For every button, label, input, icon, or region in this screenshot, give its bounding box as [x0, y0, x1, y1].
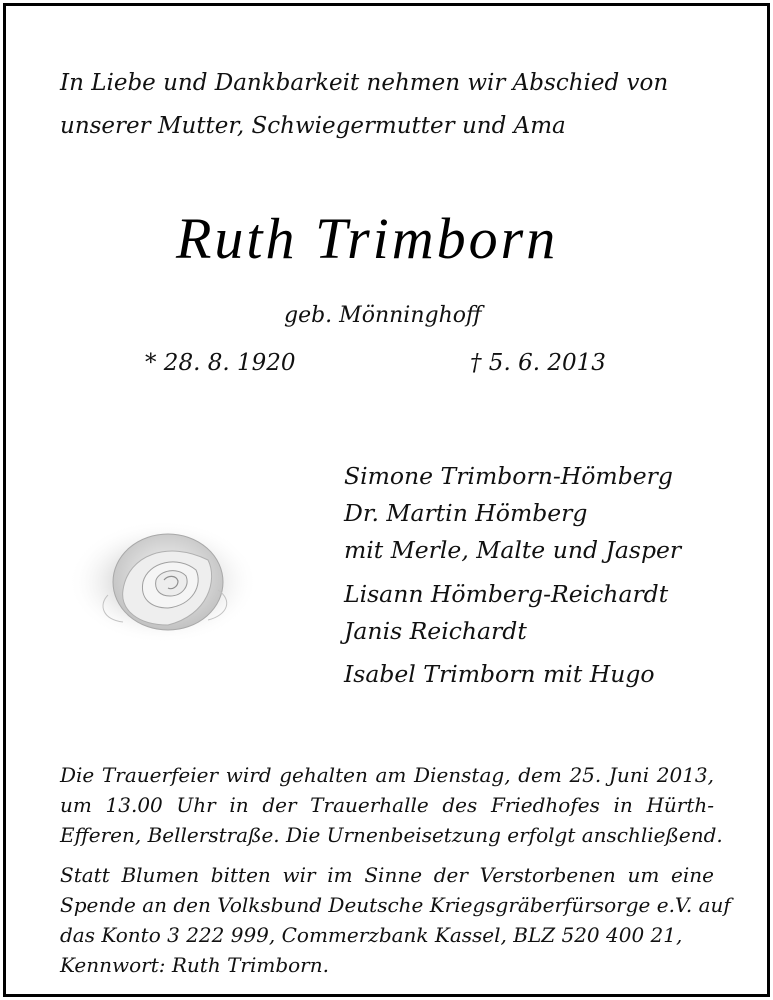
donation-line-2: Spende an den Volksbund Deutsche Kriegsgräberfürsorge e.V. auf [60, 893, 731, 917]
family-member: Lisann Hömberg-Reichardt [344, 580, 669, 608]
donation-line-4: Kennwort: Ruth Trimborn. [60, 953, 329, 977]
deceased-name: Ruth Trimborn [176, 206, 559, 271]
death-date: † 5. 6. 2013 [470, 350, 606, 376]
intro-line-2: unserer Mutter, Schwiegermutter und Ama [60, 113, 566, 139]
family-member: Isabel Trimborn mit Hugo [344, 660, 655, 688]
ceremony-line-2: um 13.00 Uhr in der Trauerhalle des Friedhofes in Hürth- [60, 793, 714, 817]
birth-date: * 28. 8. 1920 [145, 350, 296, 376]
family-member: Simone Trimborn-Hömberg [344, 462, 673, 490]
family-member: Dr. Martin Hömberg [344, 499, 588, 527]
rose-icon [68, 520, 258, 645]
ceremony-line-3: Efferen, Bellerstraße. Die Urnenbeisetzung erfolgt anschließend. [60, 823, 723, 847]
family-member: mit Merle, Malte und Jasper [344, 536, 682, 564]
donation-line-3: das Konto 3 222 999, Commerzbank Kassel, BLZ 520 400 21, [60, 923, 683, 947]
donation-line-1: Statt Blumen bitten wir im Sinne der Verstorbenen um eine [60, 863, 714, 887]
family-member: Janis Reichardt [344, 617, 527, 645]
maiden-name: geb. Mönninghoff [284, 303, 482, 328]
intro-line-1: In Liebe und Dankbarkeit nehmen wir Abschied von [60, 70, 669, 96]
ceremony-line-1: Die Trauerfeier wird gehalten am Dienstag, dem 25. Juni 2013, [60, 763, 714, 787]
